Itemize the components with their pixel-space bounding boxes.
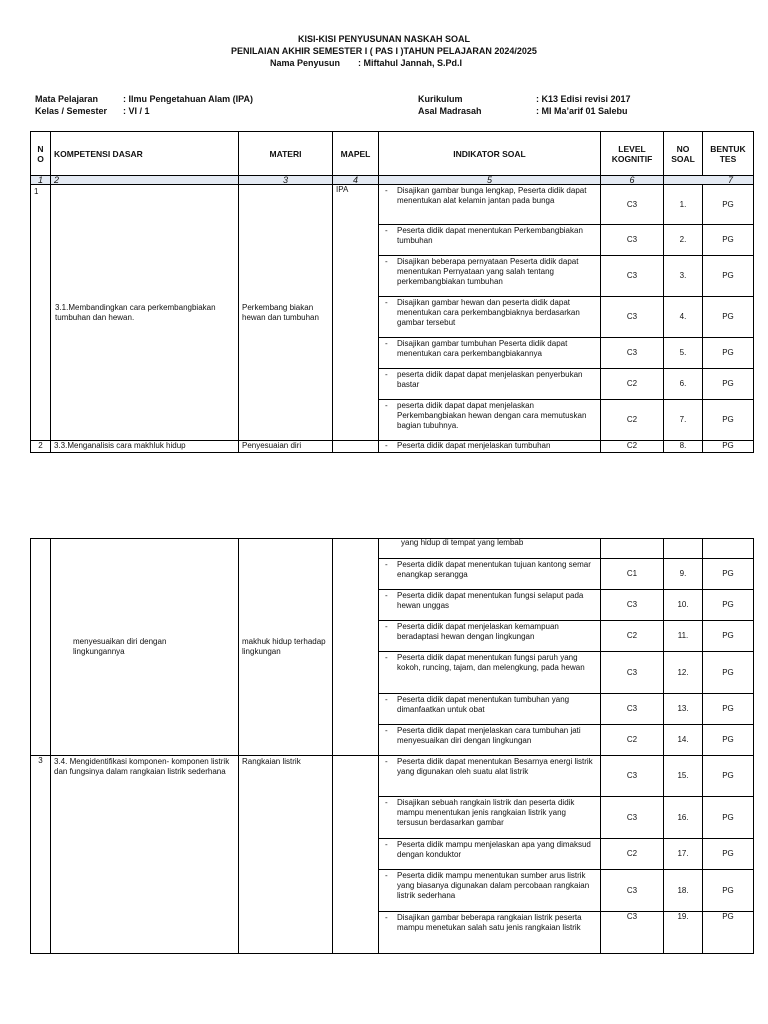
kompetensi-dasar-cell: 3.4. Mengidentifikasi komponen- komponen listrik dan fungsinya dalam rangkaian listrik sederhana [51,756,239,954]
level-cell: C2 [601,400,664,441]
indikator-cell: - Peserta didik dapat menentukan Perkembangbiakan tumbuhan [379,225,601,256]
no-soal-cell: 9. [664,559,703,590]
no-soal-cell [664,539,703,559]
indikator-cell: - peserta didik dapat dapat menjelaskan Perkembangbiakan hewan dengan cara memutuskan bagian tubuhnya. [379,400,601,441]
bentuk-cell: PG [703,797,754,839]
bentuk-cell: PG [703,839,754,870]
materi-cell: Perkembang biakan hewan dan tumbuhan [239,185,333,441]
bentuk-cell: PG [703,725,754,756]
no-soal-cell: 14. [664,725,703,756]
no-soal-cell: 3. [664,256,703,297]
bentuk-cell: PG [703,912,754,954]
level-cell: C3 [601,297,664,338]
kompetensi-dasar-cell: 3.3.Menganalisis cara makhluk hidup [51,441,239,453]
bentuk-cell [703,539,754,559]
bentuk-cell: PG [703,756,754,797]
header-bentuk-tes: BENTUK TES [703,132,754,176]
col-number: 7 [664,176,754,185]
indikator-cell: - Disajikan gambar beberapa rangkaian listrik peserta mampu menetukan salah satu jenis rangkaian listrik [379,912,601,954]
header-mapel: MAPEL [333,132,379,176]
kompetensi-dasar-cell: menyesuaikan diri dengan lingkungannya [51,539,239,756]
row-no [31,539,51,756]
col-number: 1 [31,176,51,185]
bentuk-cell: PG [703,441,754,453]
bentuk-cell: PG [703,694,754,725]
bentuk-cell: PG [703,369,754,400]
indikator-cell: - Peserta didik dapat menjelaskan cara tumbuhan jati menyesuaikan diri dengan lingkungan [379,725,601,756]
level-cell: C2 [601,839,664,870]
row-no: 2 [31,441,51,453]
indikator-cell: - Peserta didik mampu menentukan sumber arus listrik yang biasanya digunakan dalam percobaan rangkaian listrik sederhana [379,870,601,912]
no-soal-cell: 18. [664,870,703,912]
level-cell: C3 [601,225,664,256]
column-number-row [31,176,754,185]
header-no-soal: NO SOAL [664,132,703,176]
indikator-cell: - Peserta didik dapat menentukan fungsi paruh yang kokoh, runcing, tajam, dan melengkung, pada hewan [379,652,601,694]
no-soal-cell: 19. [664,912,703,954]
indikator-cell: - Disajikan gambar hewan dan peserta didik dapat menentukan cara perkembangbiaknya berdasarkan gambar tersebut [379,297,601,338]
no-soal-cell: 16. [664,797,703,839]
bentuk-cell: PG [703,621,754,652]
table-row [31,185,754,225]
doc-subtitle: PENILAIAN AKHIR SEMESTER I ( PAS I )TAHUN PELAJARAN 2024/2025 [231,46,537,56]
no-soal-cell: 4. [664,297,703,338]
materi-cell: Rangkaian listrik [239,756,333,954]
no-soal-cell: 8. [664,441,703,453]
mapel-cell [333,539,379,756]
bentuk-cell: PG [703,870,754,912]
row-no: 1 [31,185,51,441]
indikator-cell: - Disajikan sebuah rangkain listrik dan peserta didik mampu menentukan jenis rangkaian listrik yang tersusun berdasarkan gambar [379,797,601,839]
no-soal-cell: 15. [664,756,703,797]
author-label: Nama Penyusun [270,58,341,68]
table-row [31,441,754,453]
level-cell: C2 [601,441,664,453]
level-cell: C1 [601,559,664,590]
bentuk-cell: PG [703,400,754,441]
mapel-cell [333,441,379,453]
table-row [31,756,754,797]
bentuk-cell: PG [703,338,754,369]
indikator-cell: - Peserta didik dapat menentukan fungsi selaput pada hewan unggas [379,590,601,621]
col-number: 6 [601,176,664,185]
col-number: 2 [51,176,239,185]
level-cell [601,539,664,559]
level-cell: C2 [601,369,664,400]
no-soal-cell: 11. [664,621,703,652]
bentuk-cell: PG [703,256,754,297]
mapel-cell: IPA [333,185,379,441]
level-cell: C3 [601,694,664,725]
level-cell: C3 [601,756,664,797]
level-cell: C3 [601,256,664,297]
kurikulum-value: : K13 Edisi revisi 2017 [536,94,631,104]
level-cell: C3 [601,652,664,694]
header-materi: MATERI [239,132,333,176]
materi-cell: Penyesuaian diri [239,441,333,453]
col-number: 3 [239,176,333,185]
indikator-cell: - Peserta didik mampu menjelaskan apa yang dimaksud dengan konduktor [379,839,601,870]
header-indikator: INDIKATOR SOAL [379,132,601,176]
bentuk-cell: PG [703,590,754,621]
indikator-cell: - Peserta didik dapat menjelaskan tumbuhan [379,441,601,453]
kisi-kisi-table-continued [30,538,754,954]
bentuk-cell: PG [703,652,754,694]
level-cell: C3 [601,185,664,225]
kisi-kisi-table [30,131,754,453]
no-soal-cell: 6. [664,369,703,400]
indikator-cell: - Disajikan beberapa pernyataan Peserta didik dapat menentukan Pernyataan yang salah tentang perkembangbiakan tumbuhan [379,256,601,297]
indikator-cell: - Peserta didik dapat menentukan tumbuhan yang dimanfaatkan untuk obat [379,694,601,725]
no-soal-cell: 12. [664,652,703,694]
table-row [31,539,754,559]
asal-label: Asal Madrasah [418,106,482,116]
no-soal-cell: 17. [664,839,703,870]
level-cell: C2 [601,621,664,652]
header-level-kognitif: LEVEL KOGNITIF [601,132,664,176]
bentuk-cell: PG [703,185,754,225]
kelas-value: : VI / 1 [123,106,150,116]
mapel-label: Mata Pelajaran [35,94,99,104]
author-value: : Miftahul Jannah, S.Pd.I [358,58,463,68]
mapel-value: : Ilmu Pengetahuan Alam (IPA) [123,94,254,104]
indikator-cell: - Disajikan gambar bunga lengkap, Peserta didik dapat menentukan alat kelamin jantan pada bunga [379,185,601,225]
indikator-cell: - Peserta didik dapat menentukan Besarnya energi listrik yang digunakan oleh suatu alat listrik [379,756,601,797]
table-header-row [31,132,754,176]
asal-value: : MI Ma’arif 01 Salebu [536,106,628,116]
indikator-cell: - Peserta didik dapat menjelaskan kemampuan beradaptasi hewan dengan lingkungan [379,621,601,652]
no-soal-cell: 2. [664,225,703,256]
level-cell: C3 [601,870,664,912]
level-cell: C3 [601,590,664,621]
header-no: N O [31,132,51,176]
mapel-cell [333,756,379,954]
doc-title: KISI-KISI PENYUSUNAN NASKAH SOAL [297,34,470,44]
indikator-cell: yang hidup di tempat yang lembab [379,539,601,559]
bentuk-cell: PG [703,225,754,256]
level-cell: C3 [601,797,664,839]
no-soal-cell: 1. [664,185,703,225]
header-kompetensi-dasar: KOMPETENSI DASAR [51,132,239,176]
bentuk-cell: PG [703,559,754,590]
indikator-cell: - peserta didik dapat dapat menjelaskan penyerbukan bastar [379,369,601,400]
indikator-cell: - Disajikan gambar tumbuhan Peserta didik dapat menentukan cara perkembangbiakannya [379,338,601,369]
no-soal-cell: 7. [664,400,703,441]
indikator-cell: - Peserta didik dapat menentukan tujuan kantong semar enangkap serangga [379,559,601,590]
bentuk-cell: PG [703,297,754,338]
level-cell: C2 [601,725,664,756]
kelas-label: Kelas / Semester [35,106,108,116]
col-number: 4 [333,176,379,185]
no-soal-cell: 13. [664,694,703,725]
no-soal-cell: 5. [664,338,703,369]
col-number: 5 [379,176,601,185]
level-cell: C3 [601,912,664,954]
kurikulum-label: Kurikulum [418,94,463,104]
row-no: 3 [31,756,51,954]
no-soal-cell: 10. [664,590,703,621]
materi-cell: makhuk hidup terhadap lingkungan [239,539,333,756]
kompetensi-dasar-cell: 3.1.Membandingkan cara perkembangbiakan tumbuhan dan hewan. [51,185,239,441]
level-cell: C3 [601,338,664,369]
